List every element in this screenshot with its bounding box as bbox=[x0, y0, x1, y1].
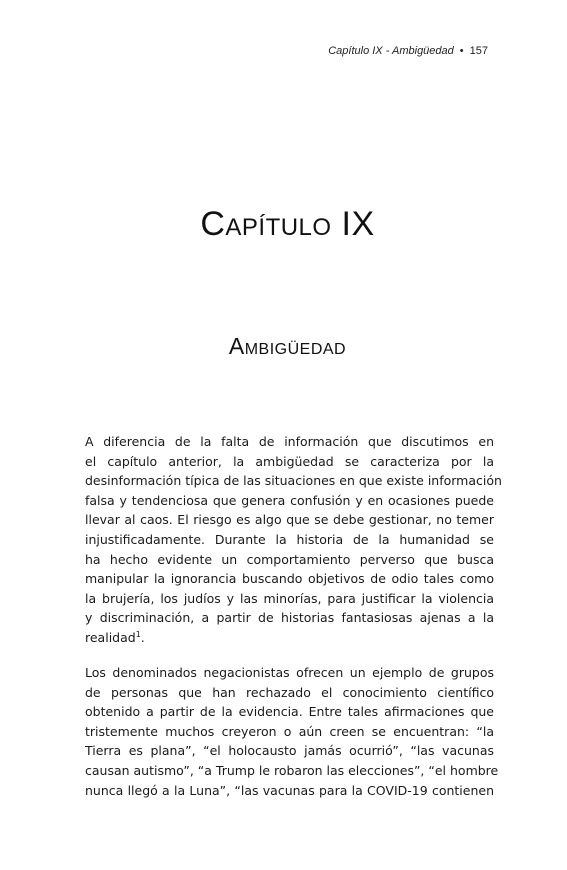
paragraph-line: nunca llegó a la Luna”, “las vacunas para la COVID-19 contienen bbox=[85, 782, 494, 798]
paragraph-end-punct: . bbox=[140, 629, 145, 645]
paragraph-line: el capítulo anterior, la ambigüedad se caracteriza por la bbox=[85, 453, 494, 469]
paragraph-line: llevar al caos. El riesgo es algo que se debe gestionar, no temer bbox=[85, 512, 494, 528]
header-bullet: • bbox=[459, 45, 464, 57]
paragraph-1 bbox=[85, 432, 502, 648]
paragraph-line: Tierra es plana”, “el holocausto jamás ocurrió”, “las vacunas bbox=[85, 743, 494, 759]
paragraph-line: tristemente muchos creyeron o aún creen se encuentran: “la bbox=[85, 723, 494, 739]
paragraph-line: la brujería, los judíos y las minorías, para justificar la violencia bbox=[85, 590, 494, 606]
paragraph-last-line bbox=[85, 628, 494, 648]
paragraph-line: desinformación típica de las situaciones en que existe información bbox=[85, 473, 502, 489]
running-header bbox=[328, 45, 488, 57]
paragraph-line: Los denominados negacionistas ofrecen un ejemplo de grupos bbox=[85, 665, 494, 680]
footnote-reference[interactable]: 1 bbox=[135, 629, 141, 639]
section-title: Ambigüedad bbox=[228, 333, 347, 359]
paragraph-line: manipular la ignorancia buscando objetivos de odio tales como bbox=[85, 571, 494, 587]
paragraph-line: obtenido a partir de la evidencia. Entre tales afirmaciones que bbox=[85, 704, 494, 720]
page-number: 157 bbox=[469, 45, 488, 57]
running-title: Capítulo IX - Ambigüedad bbox=[328, 45, 454, 57]
paragraph-line-text: realidad bbox=[85, 629, 136, 645]
paragraph-line: y discriminación, a partir de historias fantasiosas ajenas a la bbox=[85, 610, 494, 626]
chapter-title: Capítulo IX bbox=[200, 205, 375, 243]
paragraph-line: causan autismo”, “a Trump le robaron las elecciones”, “el hombre bbox=[85, 762, 499, 778]
paragraph-line: A diferencia de la falta de información que discutimos en bbox=[85, 434, 494, 449]
paragraph-line: falsa y tendenciosa que genera confusión y en ocasiones puede bbox=[85, 492, 494, 508]
paragraph-line: ha hecho evidente un comportamiento perverso que busca bbox=[85, 551, 494, 567]
paragraph-line: de personas que han rechazado el conocimiento científico bbox=[85, 684, 494, 700]
paragraph-2 bbox=[85, 663, 499, 800]
paragraph-line: injustificadamente. Durante la historia de la humanidad se bbox=[85, 531, 494, 547]
